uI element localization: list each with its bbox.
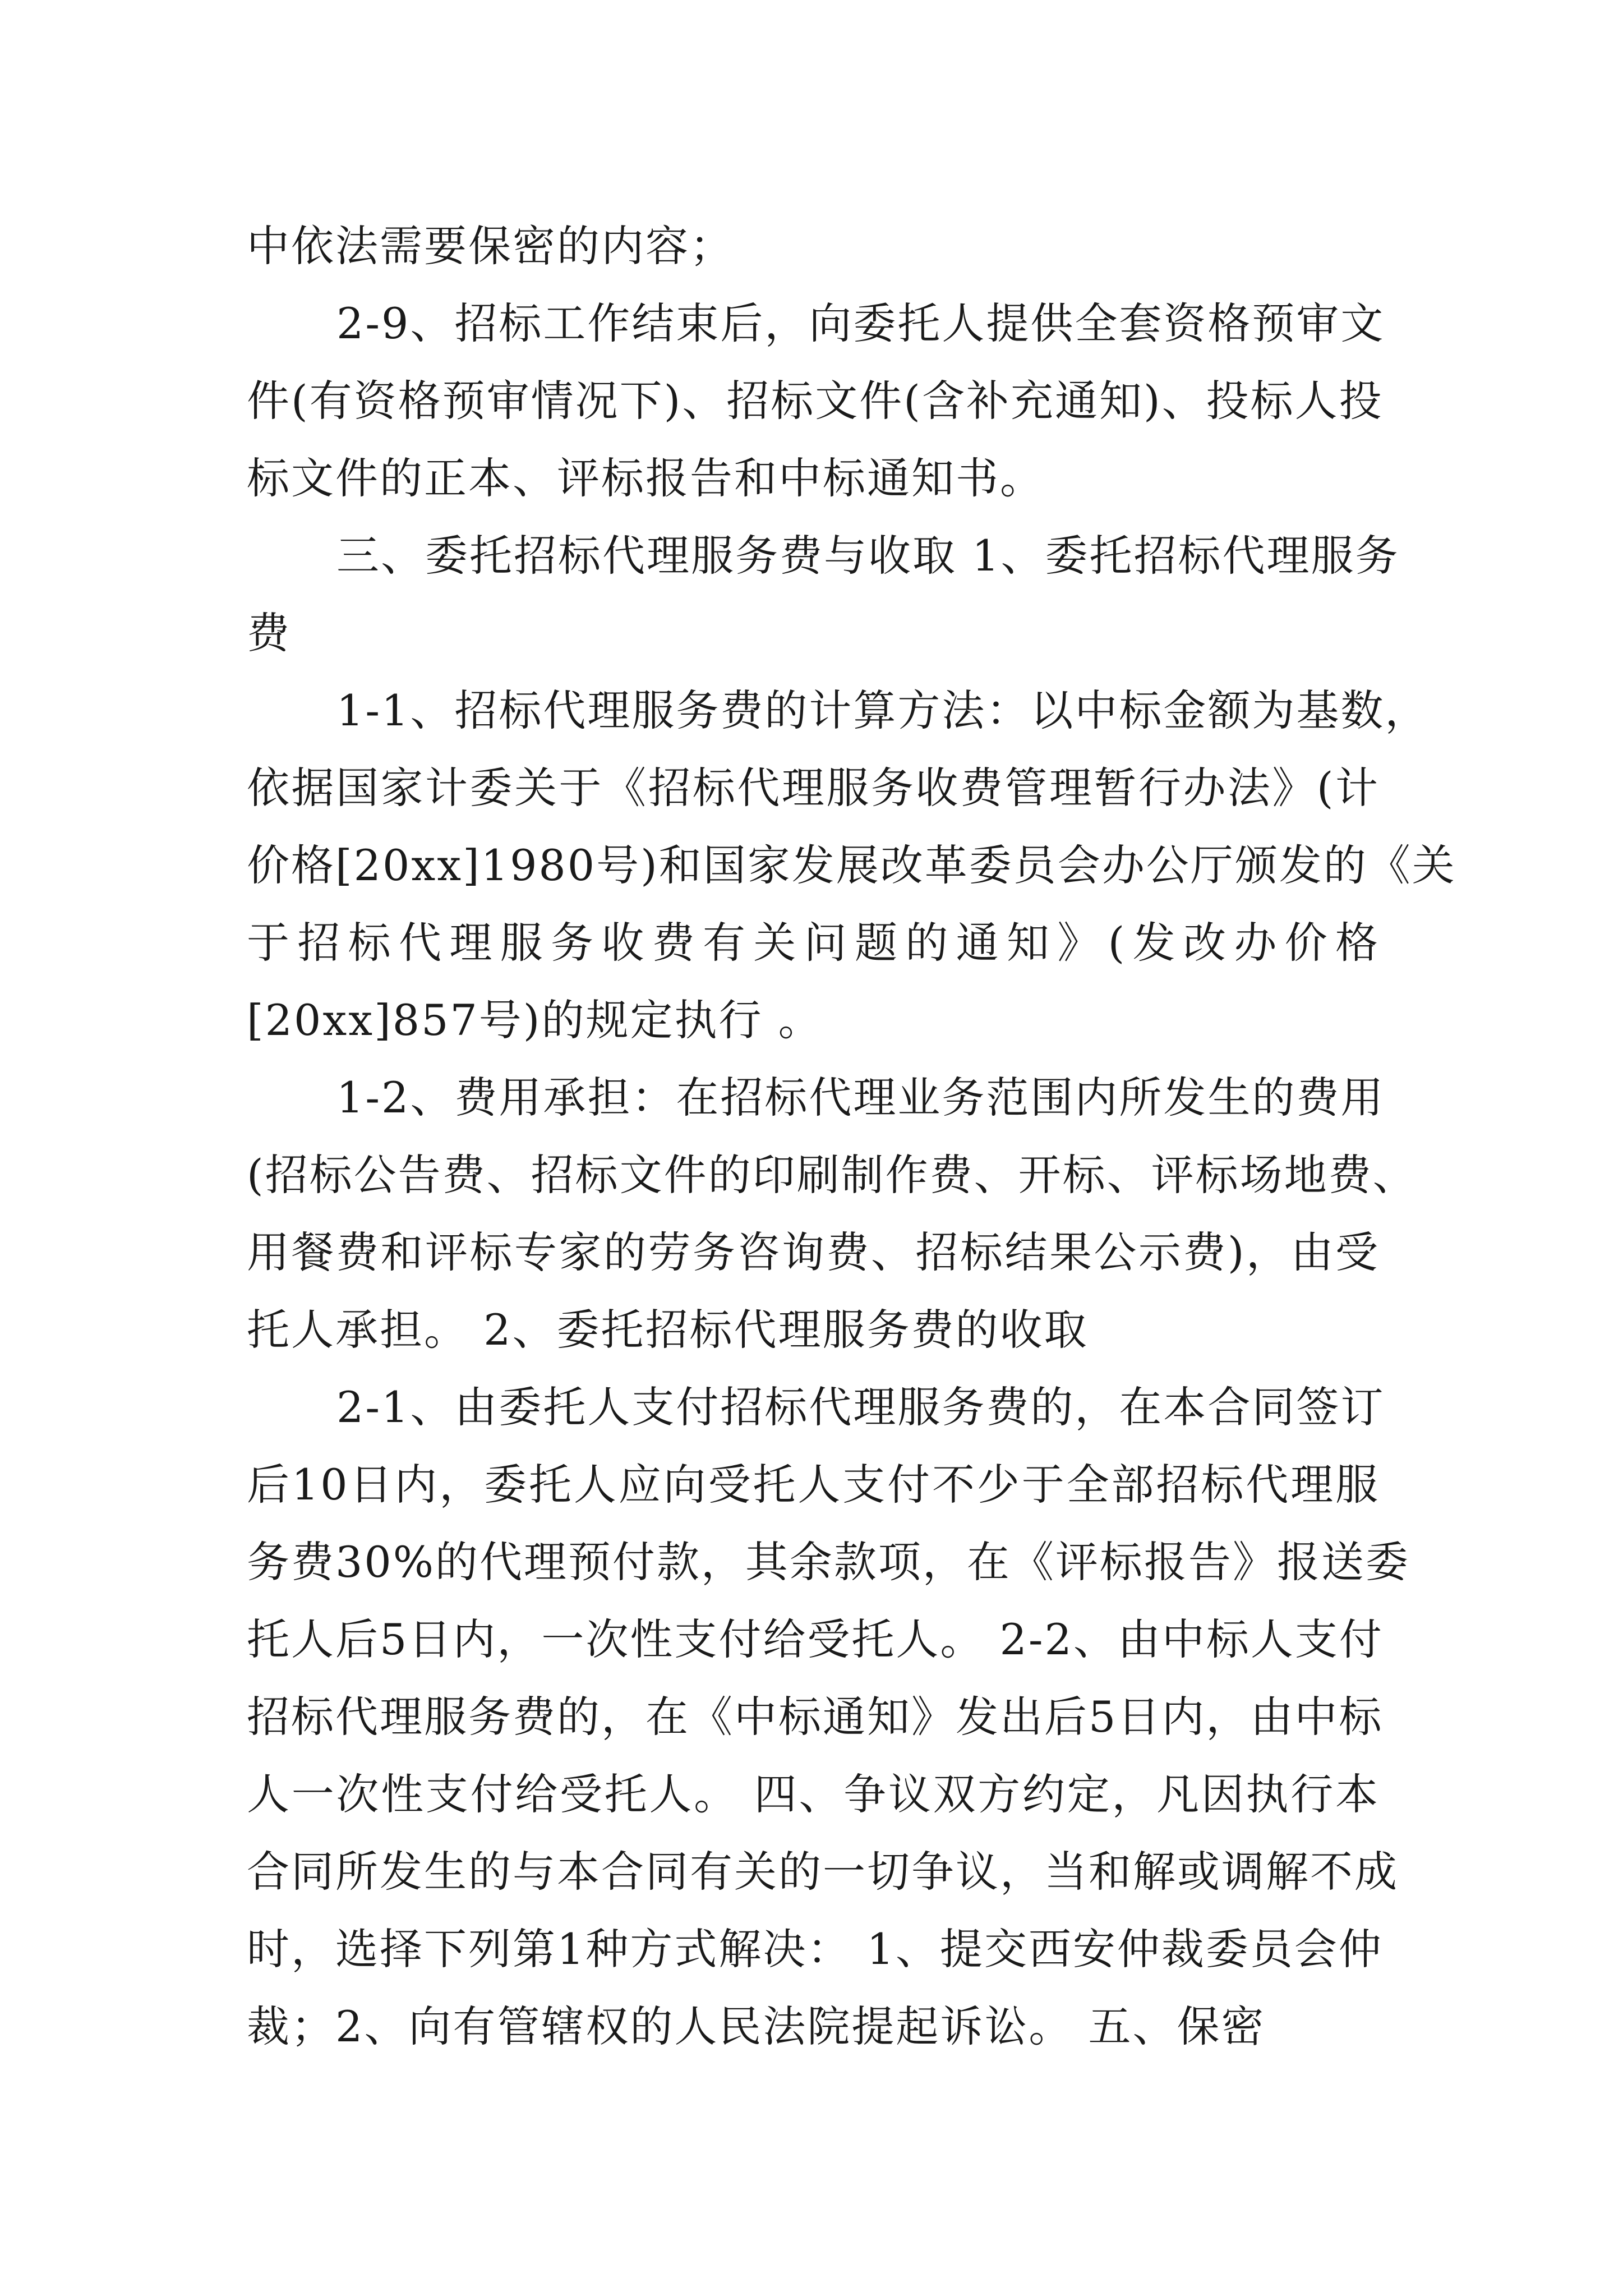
text-line: 招标代理服务费的，在《中标通知》发出后5日内，由中标 bbox=[247, 1692, 1384, 1742]
text-line: 后10日内，委托人应向受托人支付不少于全部招标代理服 bbox=[247, 1460, 1380, 1510]
text-line: 费 bbox=[247, 608, 291, 658]
text-line: 中依法需要保密的内容； bbox=[247, 221, 734, 271]
text-line: [20xx]857号)的规定执行 。 bbox=[247, 995, 823, 1045]
body-text bbox=[247, 208, 1456, 2065]
text-line: 1-2、费用承担：在招标代理业务范围内所发生的费用 bbox=[336, 1073, 1385, 1122]
text-line: 用餐费和评标专家的劳务咨询费、招标结果公示费)，由受 bbox=[247, 1227, 1380, 1277]
text-line: 1-1、招标代理服务费的计算方法：以中标金额为基数， bbox=[336, 685, 1430, 735]
text-line: 时，选择下列第1种方式解决： 1、提交西安仲裁委员会仲 bbox=[247, 1924, 1383, 1974]
text-line: 2-9、招标工作结束后，向委托人提供全套资格预审文 bbox=[336, 298, 1385, 348]
text-line: 价格[20xx]1980号)和国家发展改革委员会办公厅颁发的《关 bbox=[247, 840, 1456, 890]
text-line: 依据国家计委关于《招标代理服务收费管理暂行办法》(计 bbox=[247, 763, 1380, 813]
text-line: 标文件的正本、评标报告和中标通知书。 bbox=[247, 453, 1044, 503]
text-line: 三、委托招标代理服务费与收取 1、委托招标代理服务 bbox=[336, 531, 1400, 581]
text-line: (招标公告费、招标文件的印刷制作费、开标、评标场地费、 bbox=[247, 1150, 1417, 1200]
text-line: 于招标代理服务收费有关问题的通知》(发改办价格 bbox=[247, 918, 1380, 968]
text-line: 务费30%的代理预付款，其余款项，在《评标报告》报送委 bbox=[247, 1537, 1410, 1587]
text-line: 托人后5日内，一次性支付给受托人。 2-2、由中标人支付 bbox=[247, 1614, 1384, 1664]
text-line: 合同所发生的与本合同有关的一切争议，当和解或调解不成 bbox=[247, 1847, 1399, 1897]
text-line: 裁；2、向有管辖权的人民法院提起诉讼。 五、保密 bbox=[247, 2001, 1266, 2051]
text-line: 2-1、由委托人支付招标代理服务费的，在本合同签订 bbox=[336, 1382, 1385, 1432]
text-line: 人一次性支付给受托人。 四、争议双方约定，凡因执行本 bbox=[247, 1769, 1380, 1819]
text-line: 件(有资格预审情况下)、招标文件(含补充通知)、投标人投 bbox=[247, 376, 1384, 426]
text-line: 托人承担。 2、委托招标代理服务费的收取 bbox=[247, 1305, 1089, 1355]
